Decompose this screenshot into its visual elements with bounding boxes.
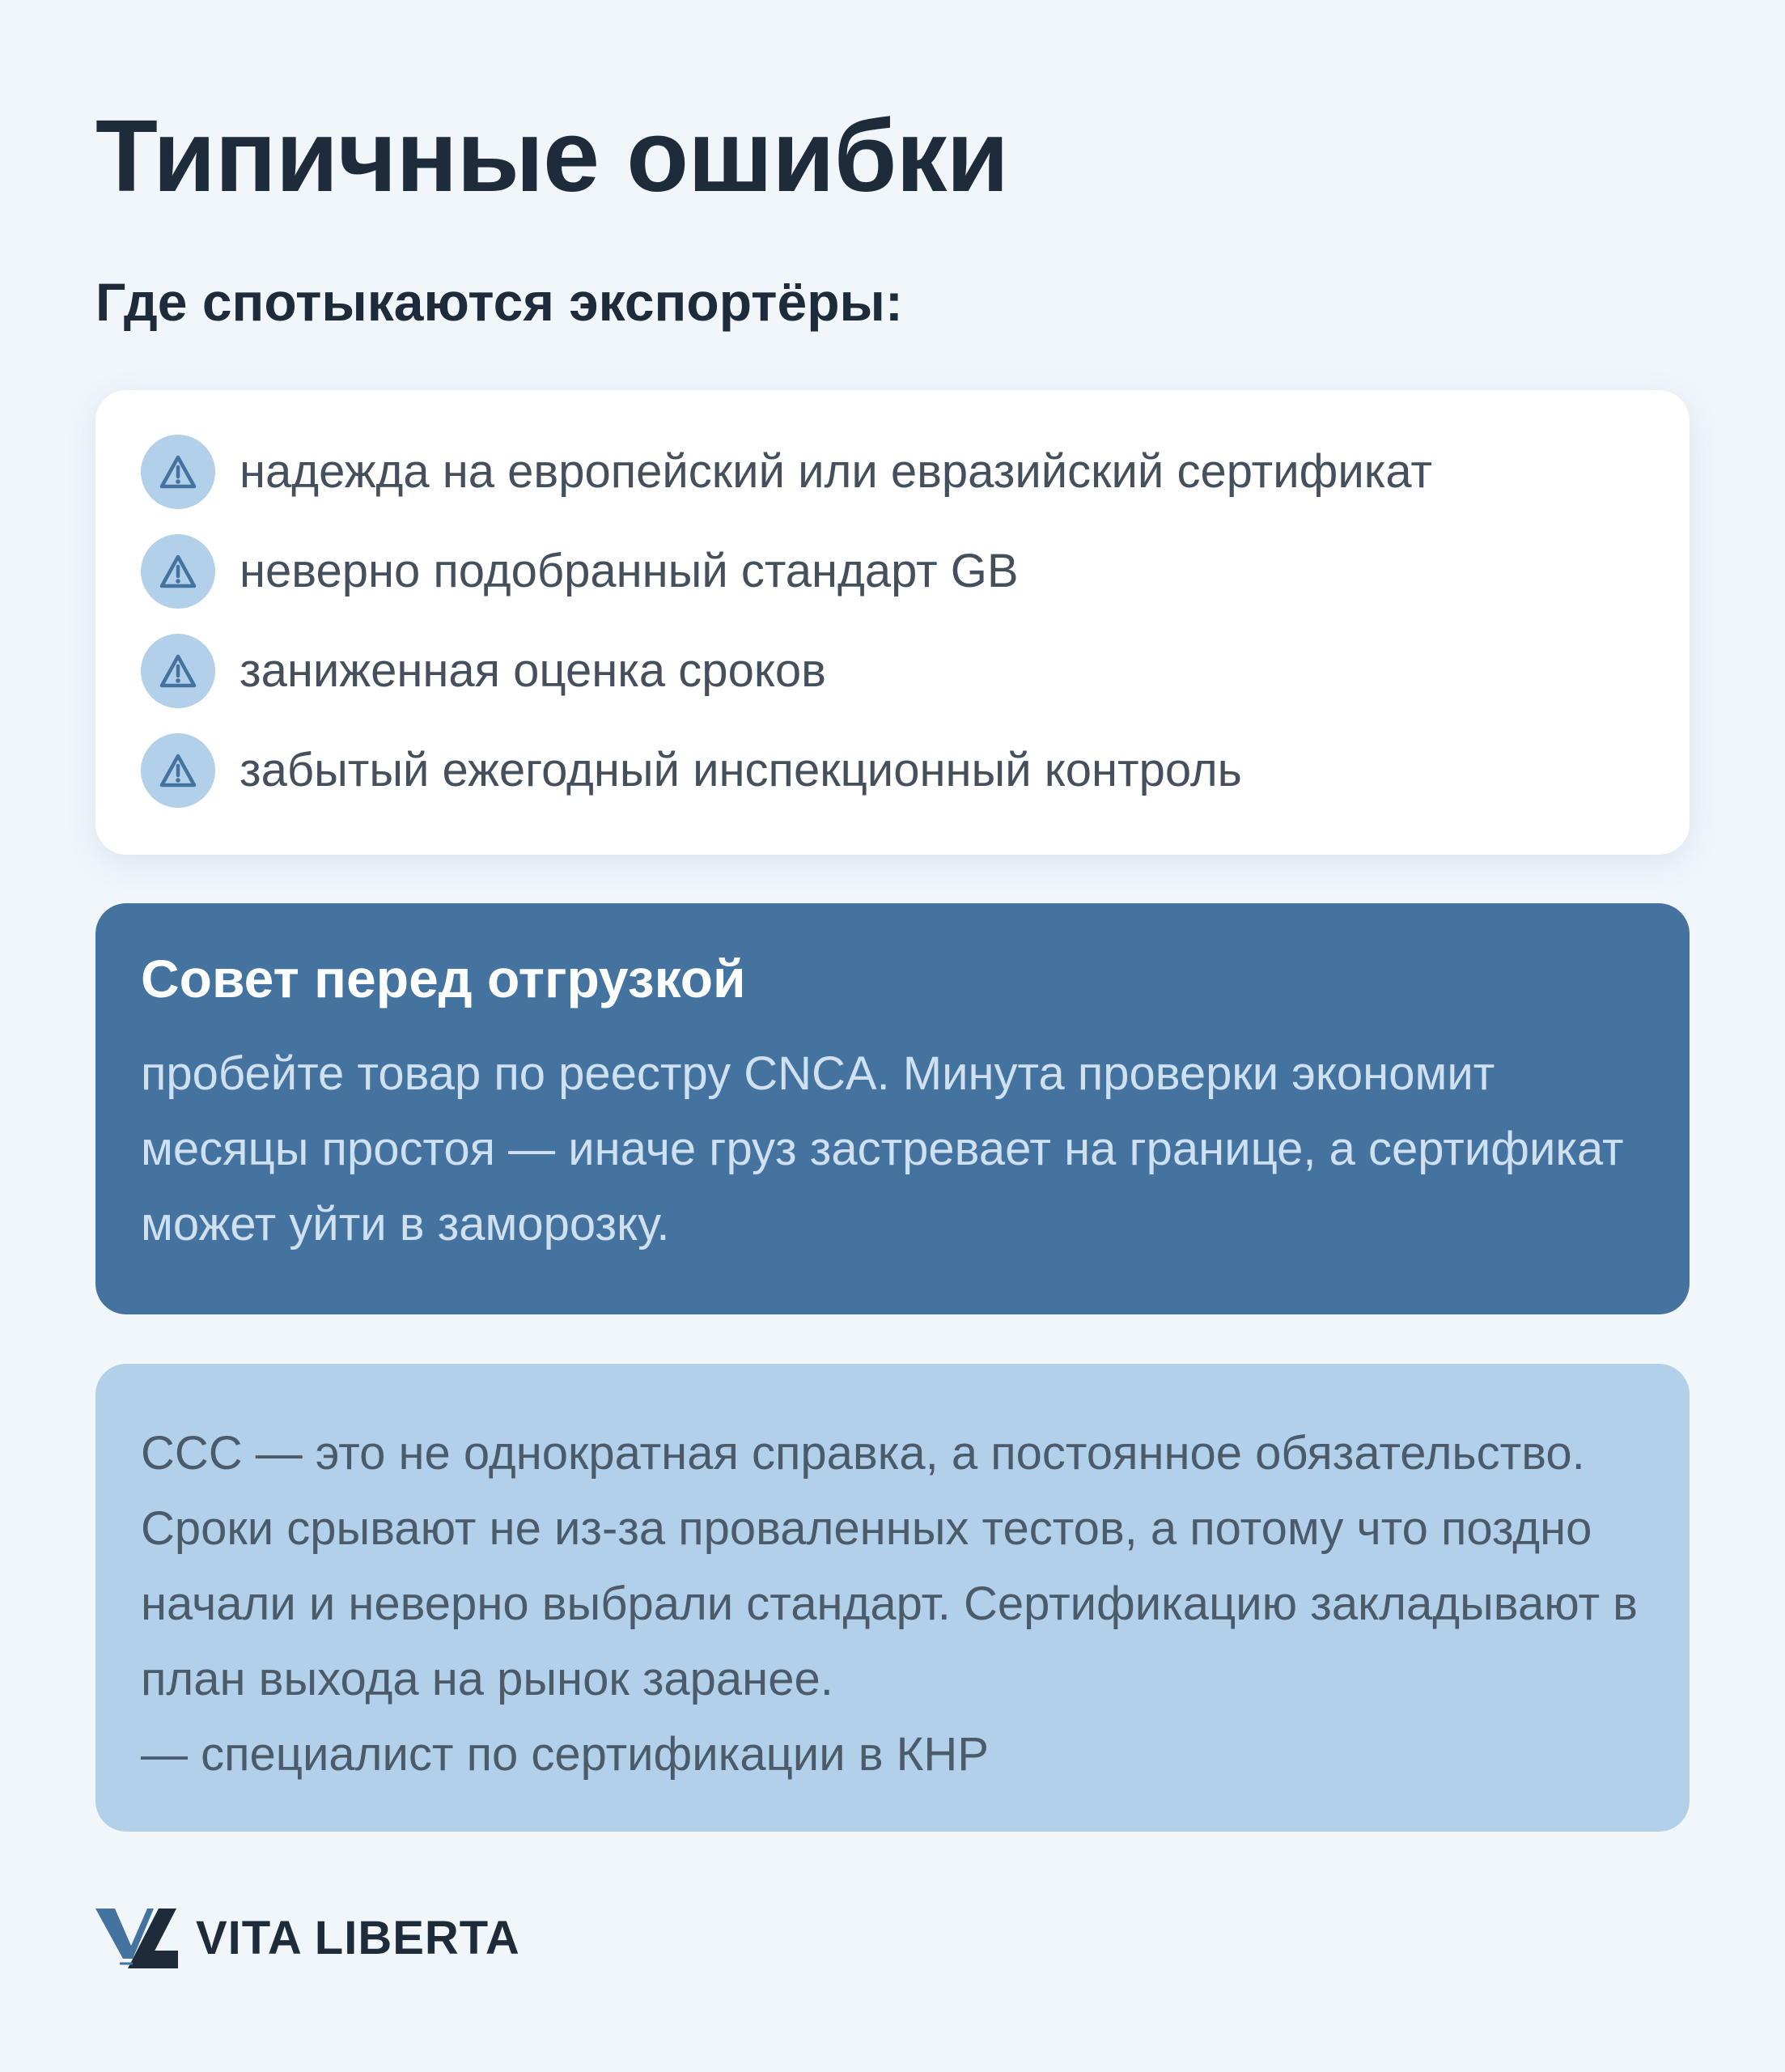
- quote-card: [95, 1364, 1690, 1832]
- tip-text: пробейте товар по реестру CNCA. Минута проверки экономит месяцы простоя — иначе груз застревает на границе, а сертификат может уйти в заморозку.: [141, 1047, 1624, 1250]
- tip-title: Совет перед отгрузкой: [141, 949, 746, 1008]
- vita-liberta-logo-icon: [95, 1909, 178, 1968]
- brand-name: VITA LIBERTA: [196, 1912, 520, 1964]
- warning-triangle-icon: [141, 634, 215, 708]
- warning-triangle-icon: [141, 733, 215, 808]
- mistake-list: [141, 435, 1644, 808]
- brand-logo: [95, 1909, 520, 1968]
- mistake-text: надежда на европейский или евразийский сертификат: [240, 445, 1432, 498]
- warning-triangle-icon: [141, 534, 215, 609]
- quote-text: CCC — это не однократная справка, а постоянное обязательство. Сроки срывают не из-за проваленных тестов, а потому что поздно начали и неверно выбрали стандарт. Сертификацию закладывают в план выхода на рынок заранее.: [141, 1427, 1638, 1705]
- page-subtitle: Где спотыкаются экспортёры:: [95, 272, 903, 332]
- list-item: [141, 634, 1644, 708]
- warning-triangle-icon: [141, 435, 215, 509]
- mistakes-card: [95, 390, 1690, 855]
- tip-card: [95, 903, 1690, 1314]
- page-title: Типичные ошибки: [95, 99, 1008, 213]
- quote-author: — специалист по сертификации в КНР: [141, 1728, 989, 1781]
- mistake-text: заниженная оценка сроков: [240, 644, 826, 697]
- list-item: [141, 733, 1644, 808]
- mistake-text: неверно подобранный стандарт GB: [240, 545, 1019, 597]
- list-item: [141, 534, 1644, 609]
- mistake-text: забытый ежегодный инспекционный контроль: [240, 744, 1242, 796]
- list-item: [141, 435, 1644, 509]
